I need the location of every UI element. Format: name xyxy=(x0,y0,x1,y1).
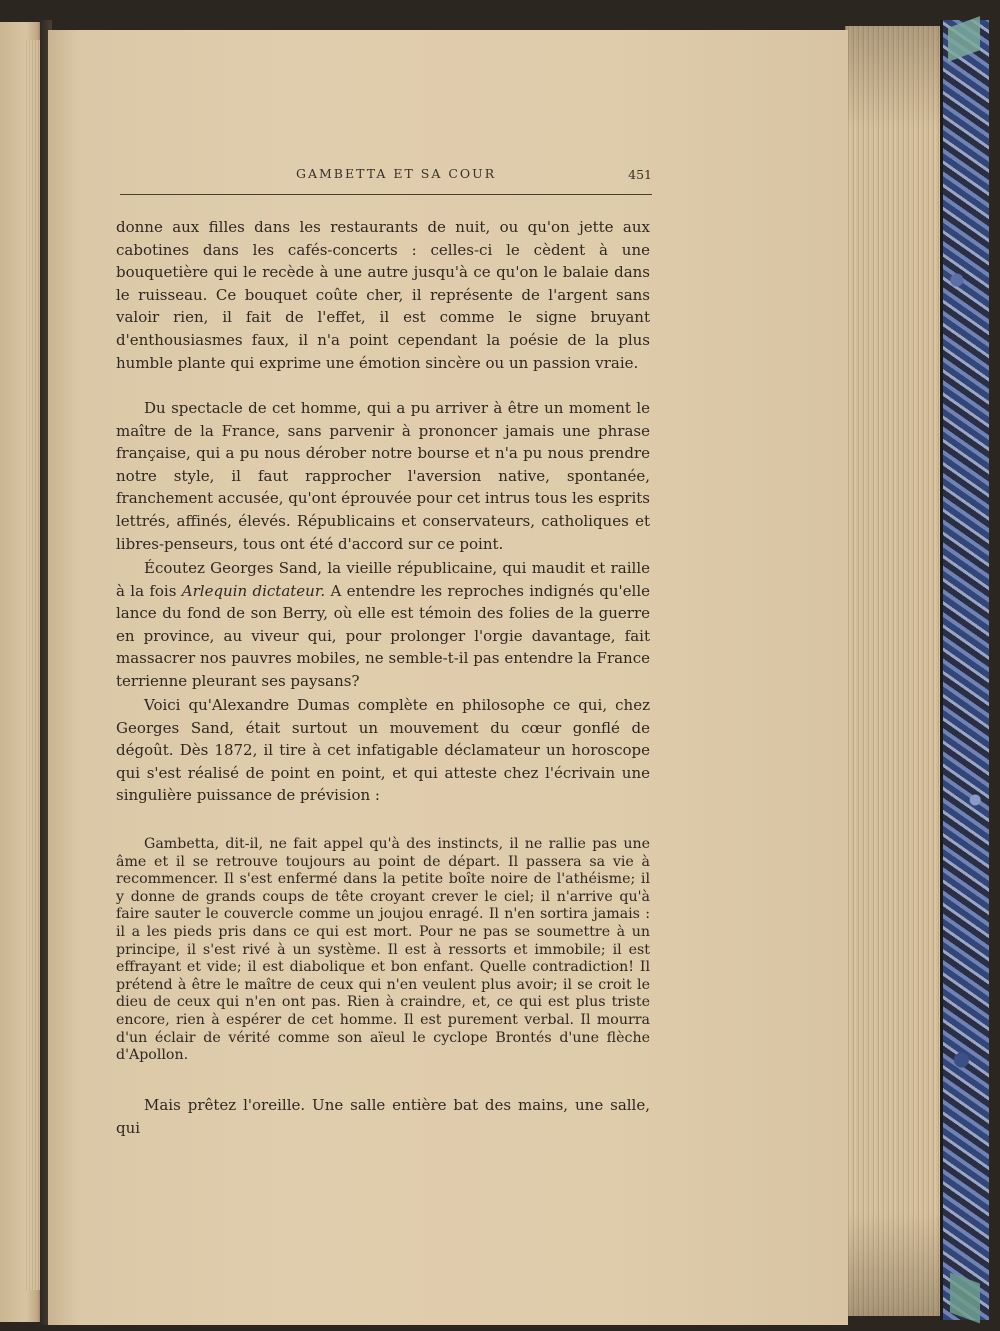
paragraph-4: Voici qu'Alexandre Dumas complète en philosophe ce qui, chez Georges Sand, était surtout un mouvement du cœur gonflé de dégoût. Dès 1872, il tire à cet infatigable déclamateur un horoscope qui s'est réalisé de point en point, et qui atteste chez l'écrivain une singulière puissance de prévision : xyxy=(116,696,650,805)
left-page-leaves xyxy=(26,40,40,1290)
page-stack-shadow xyxy=(845,26,943,1316)
paragraph-2: Du spectacle de cet homme, qui a pu arriver à être un moment le maître de la France, sans parvenir à prononcer jamais une phrase française, qui a pu nous dérober notre bourse et n'a pu nous prendre notre style, il faut rapprocher l'aversion native, spontanée, franchement accusée, qu'ont éprouvée pour cet intrus tous les esprits lettrés, affinés, élevés. Républicains et conservateurs, catholiques et libres-penseurs, tous ont été d'accord sur ce point. xyxy=(116,399,650,553)
paragraph-3 xyxy=(116,557,650,693)
page-number: 451 xyxy=(628,167,652,182)
block-quote: Gambetta, dit-il, ne fait appel qu'à des instincts, il ne rallie pas une âme et il se retrouve toujours au point de départ. Il passera sa vie à recommencer. Il s'est enfermé dans la petite boîte noire de l'athéisme; il y donne de grands coups de tête croyant crever le ciel; il n'arrive qu'à faire sauter le couvercle comme un joujou enragé. Il n'en sortira jamais : il a les pieds pris dans ce qui est mort. Pour ne pas se soumettre à un principe, il s'est rivé à un système. Il est à ressorts et immobile; il est effrayant et vide; il est diabolique et bon enfant. Quelle contradiction! Il prétend à être le maître de ceux qui n'en veulent plus avoir; il se croit le dieu de ceux qui n'en ont pas. Rien à craindre, et, ce qui est plus triste encore, rien à espérer de cet homme. Il est purement verbal. Il mourra d'un éclair de vérité comme son aïeul le cyclope Brontés d'une flèche d'Apollon. xyxy=(116,836,650,1064)
paragraph-3-text-start: Écoutez Georges Sand, la vieille républicaine, qui maudit et raille à la fois xyxy=(116,559,650,600)
paragraph-3-italic-title: Arlequin dictateur. xyxy=(181,581,326,600)
marbled-cover-edge xyxy=(940,20,989,1320)
running-head-title: GAMBETTA ET SA COUR xyxy=(296,166,497,181)
paragraph-3-text-end: A entendre les reproches indignés qu'elle lance du fond de son Berry, où elle est témoin des folies de la guerre en province, au viveur qui, pour prolonger l'orgie davantage, fait massacrer nos pauvres mobiles, ne semble-t-il pas entendre la France terrienne pleurant ses paysans? xyxy=(116,581,650,690)
paragraph-5: Mais prêtez l'oreille. Une salle entière bat des mains, une salle, qui xyxy=(116,1096,650,1137)
running-head xyxy=(120,166,652,195)
paragraph-1: donne aux filles dans les restaurants de nuit, ou qu'on jette aux cabotines dans les cafés-concerts : celles-ci le cèdent à une bouquetière qui le recède à une autre jusqu'à ce qu'on le balaie dans le ruisseau. Ce bouquet coûte cher, il représente de l'argent sans valoir rien, il fait de l'effet, il est comme le signe bruyant d'enthousiasmes faux, il n'a point cependant la poésie de la plus humble plante qui exprime une émotion sincère ou un passion vraie. xyxy=(116,218,650,372)
